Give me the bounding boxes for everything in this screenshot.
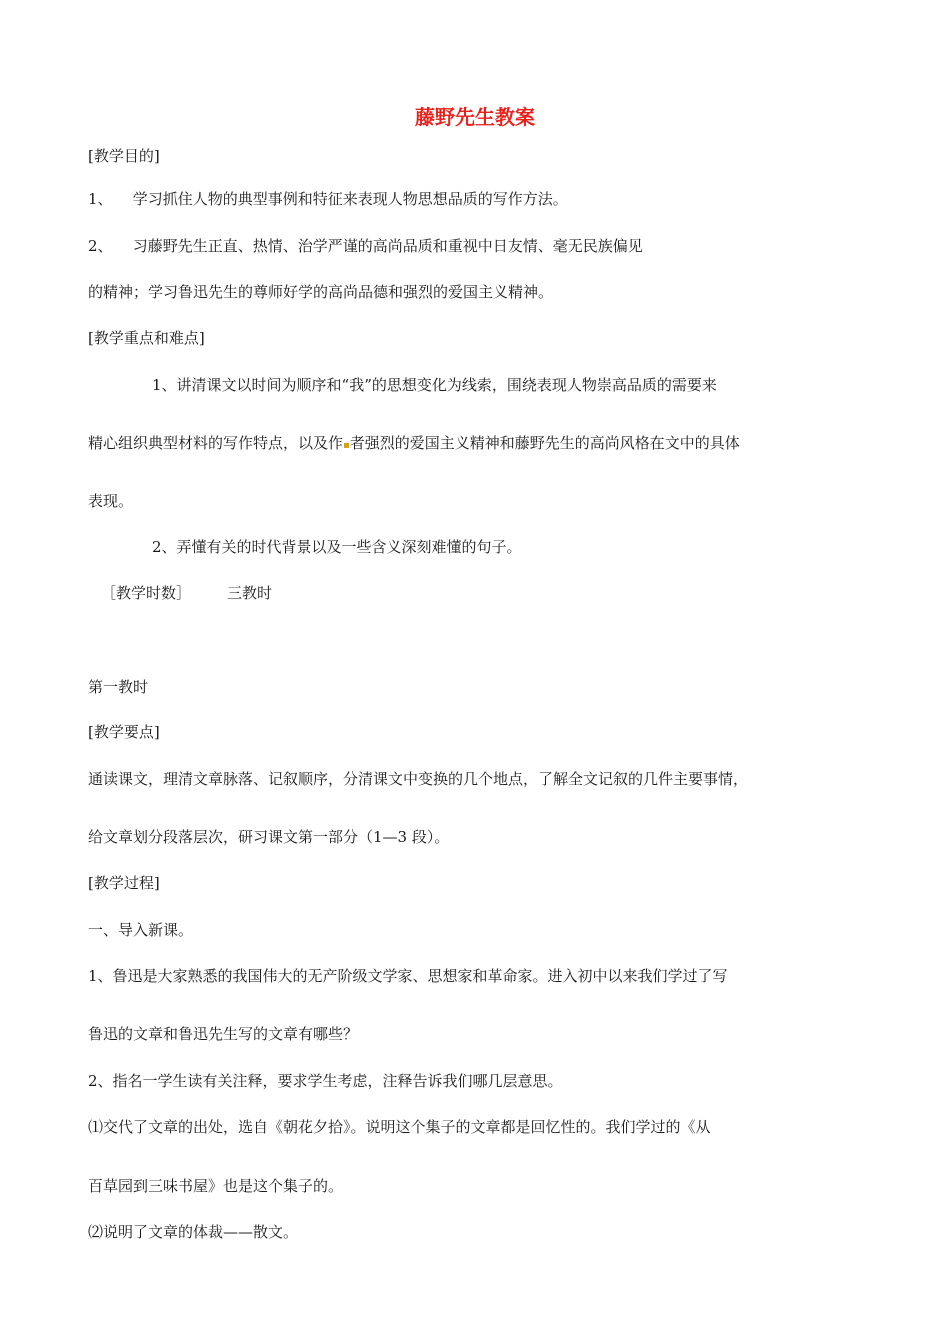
step-1-2: 2、指名一学生读有关注释，要求学生考虑，注释告诉我们哪几层意思。 (88, 1072, 563, 1090)
teaching-hours-label: ［教学时数］ (101, 584, 192, 602)
objective-2-number: 2、 (88, 237, 113, 255)
document-title: 藤野先生教案 (415, 105, 535, 129)
keypoint-1-line-3: 表现。 (88, 492, 134, 510)
keypoint-1-line-2 (88, 433, 740, 456)
teaching-hours-value: 三教时 (227, 584, 273, 602)
objective-2-continued: 的精神；学习鲁迅先生的尊师好学的高尚品德和强烈的爱国主义精神。 (88, 283, 554, 301)
note-1-line-1: ⑴交代了文章的出处，选自《朝花夕拾》。说明这个集子的文章都是回忆性的。我们学过的《从 (88, 1118, 711, 1136)
keypoints-heading: [教学重点和难点] (88, 329, 205, 347)
note-1-line-2: 百草园到三味书屋》也是这个集子的。 (88, 1177, 344, 1195)
objective-1-number: 1、 (88, 190, 113, 208)
objectives-heading: [教学目的] (88, 147, 160, 165)
step-1-1-line-1: 1、鲁迅是大家熟悉的我国伟大的无产阶级文学家、思想家和革命家。进入初中以来我们学过了写 (88, 967, 728, 985)
objective-2 (88, 236, 643, 256)
step-1: 一、导入新课。 (88, 921, 194, 939)
objective-1-text: 学习抓住人物的典型事例和特征来表现人物思想品质的写作方法。 (132, 190, 568, 208)
keypoint-1-line-2-end: 者强烈的爱国主义精神和藤野先生的高尚风格在文中的具体 (349, 434, 740, 452)
keypoint-1-line-2-start: 精心组织典型材料的写作特点，以及作 (88, 434, 344, 452)
teaching-hours (101, 583, 272, 603)
edit-mark-icon: ▪ (343, 440, 350, 451)
process-heading: [教学过程] (88, 874, 160, 892)
step-1-1-line-2: 鲁迅的文章和鲁迅先生写的文章有哪些？ (88, 1025, 359, 1043)
lesson-1-points-line-1: 通读课文，理清文章脉落、记叙顺序，分清课文中变换的几个地点，了解全文记叙的几件主要事情， (88, 770, 749, 788)
lesson-1-points-line-2: 给文章划分段落层次，研习课文第一部分（1—3 段）。 (88, 828, 450, 846)
objective-1 (88, 189, 568, 209)
keypoint-1-line-1: 1、讲清课文以时间为顺序和“我”的思想变化为线索，围绕表现人物崇高品质的需要来 (152, 376, 717, 394)
lesson-1-points-heading: [教学要点] (88, 723, 160, 741)
keypoint-2: 2、弄懂有关的时代背景以及一些含义深刻难懂的句子。 (152, 538, 522, 556)
objective-2-text: 习藤野先生正直、热情、治学严谨的高尚品质和重视中日友情、毫无民族偏见 (132, 237, 643, 255)
note-2: ⑵说明了文章的体裁——散文。 (88, 1223, 299, 1241)
lesson-1-heading: 第一教时 (88, 678, 149, 696)
